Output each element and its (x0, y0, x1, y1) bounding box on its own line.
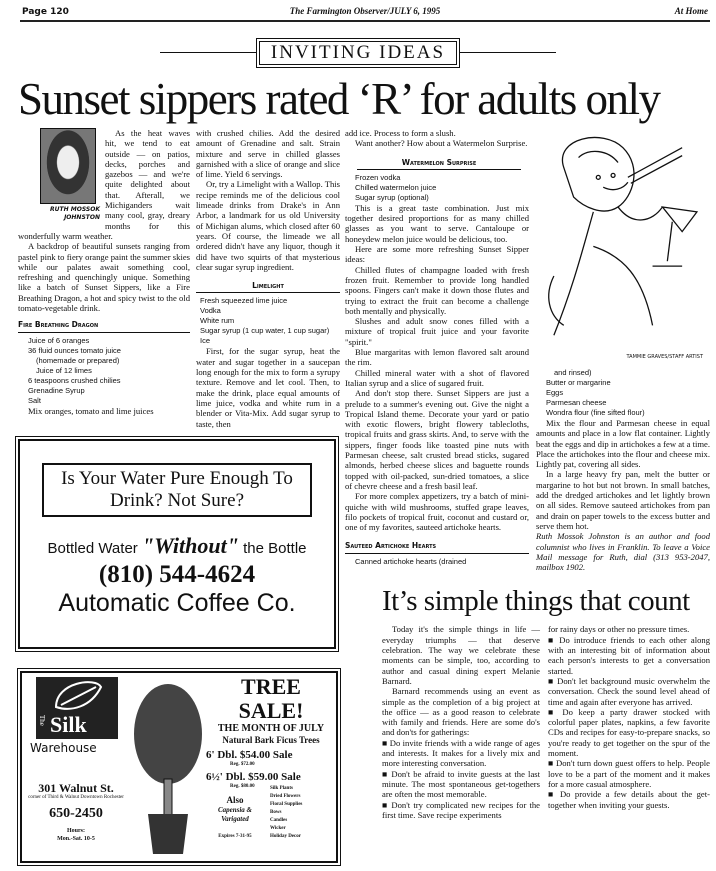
ficus-tree-image (128, 679, 208, 859)
logo-subtitle: Warehouse (30, 740, 97, 755)
ingredient: and rinsed) (554, 368, 592, 377)
page-header (22, 6, 708, 17)
ad-question: Is Your Water Pure Enough To Drink? Not Sure? (42, 463, 312, 517)
ad-company: Automatic Coffee Co. (58, 588, 296, 617)
size: 6' (206, 748, 215, 761)
byline: RUTH MOSSOK JOHNSTON (50, 206, 100, 221)
ingredient: Salt (28, 395, 41, 405)
author-photo-block (18, 128, 100, 222)
ingredient: Frozen vodka (355, 172, 401, 182)
list-item: ■ Do keep a party drawer stocked with colorful paper plates, napkins, a few favorite CDs and recipes for easy-to-prepare snacks, so you're ready to get together on the spur of the moment. (548, 706, 710, 759)
paragraph: For more complex appetizers, try a batch of mini-quiche with wild mushrooms, stuffed grape leaves, filo pockets of tropical fruit, coconut and custard or, one of my favorites, sauteed artichoke hearts. (345, 491, 529, 533)
columns-3-4 (345, 128, 710, 572)
price: Dbl. $59.00 Sale (225, 770, 301, 783)
author-photo (40, 128, 96, 204)
paragraph: This is a great taste combination. Just mix together desired proportions for as many chilled glasses as you want to serve. Cantaloupe or honeydew melon juice would be delicious, too. (345, 202, 529, 244)
recipe-title: Sauteed Artichoke Hearts (345, 541, 529, 553)
ingredient: Vodka (200, 306, 221, 316)
expiry: Expires 7-31-95 (218, 833, 252, 839)
leaf-icon (36, 677, 118, 717)
sale-title: TREE SALE! (238, 673, 304, 723)
ingredient: Grenadine Syrup (28, 385, 85, 395)
paragraph: Chilled mineral water with a shot of flavored Italian syrup and a slice of sugared fruit. (345, 367, 529, 388)
col4 (533, 368, 710, 572)
headline: Sunset sippers rated ‘R’ for adults only (18, 74, 660, 124)
paragraph: Here are some more refreshing Sunset Sipper ideas: (345, 244, 529, 265)
also-items: Capensia & Varigated (217, 805, 253, 823)
product-item: Floral Supplies (270, 801, 303, 807)
paragraph: Barnard recommends using an event as simple as the completion of a big project at the office — as a good reason to celebrate with family and friends. Here are some do's and don'ts for gatherings: (382, 686, 540, 738)
paragraph: add ice. Process to form a slush. (345, 128, 456, 138)
paragraph: A backdrop of beautiful sunsets ranging from pastel pink to fiery orange paint the summer skies while our palates await something cool, refreshing and quenchingly unique. Something like a batch of Sunset Sippers, like a Fire Breathing Dragon, a hot and spicy twist to the old tomato-vegetable drink. (18, 241, 190, 314)
ingredient: 6 teaspoons crushed chilies (28, 375, 121, 385)
paragraph: Want another? How about a Watermelon Surprise. (355, 138, 528, 149)
section-name: At Home (674, 6, 708, 16)
address-note: corner of Third & Walnut Downtown Rochester (28, 794, 124, 800)
list-item: ■ Do invite friends with a wide range of ages and interests. It makes for a lively mix and more interesting conversation. (382, 737, 540, 769)
ingredient-list (196, 296, 340, 346)
ad-text: the Bottle (243, 539, 307, 557)
sale-month: THE MONTH OF JULY (217, 722, 325, 734)
reg-price: Reg. $72.00 (230, 761, 255, 767)
silk-logo (36, 677, 118, 739)
sale-info (206, 675, 336, 790)
ingredient-list (345, 173, 529, 203)
page-number: Page 120 (22, 7, 69, 17)
ad-text: Bottled Water (47, 539, 138, 557)
paragraph: with crushed chilies. Add the desired amount of Grenadine and salt. Strain mixture and serve in chilled glasses garnished with a slice of orange and slice of lime. Yield 6 servings. (196, 128, 340, 180)
paragraph: First, for the sugar syrup, heat the water and sugar together in a saucepan long enough for the mix to form a syrupy texture. Remove and let cool. Then, to make the drink, place equal amounts of lime juice, vodka and white rum in a blender or Vita-Mix. Add sugar syrup to taste, then (196, 346, 340, 429)
ingredient-list (18, 336, 190, 406)
ingredient-list (536, 368, 710, 418)
author-tagline: Ruth Mossok Johnston is an author and food columnist who lives in Franklin. To leave a Voice Mail message for Ruth, dial (313 953-2047, mailbox 1902. (536, 531, 710, 573)
also-info (208, 795, 262, 840)
ingredient: Butter or margarine (546, 378, 611, 387)
paragraph: for rainy days or other no pressure times. (548, 624, 690, 635)
paragraph: And don't stop there. Sunset Sippers are just a prelude to a summer's evening out. Give the night a Tropical Island theme. Decorate your yard or patio with exotic flowers, bright flowery tablecloths, tropical fruits and grass skirts. And, to serve with the sippers, finger foods like toasted pine nuts with Parmesan cheese, salt crusted bread sticks, sugared almonds, herbed cheese slices and baguette rounds topped with oil-packed, sun-dried tomatoes, a slice of chevre cheese and a fresh basil leaf. (345, 388, 529, 491)
ingredient: (homemade or prepared) (36, 355, 120, 365)
price: Dbl. $54.00 Sale (217, 748, 293, 761)
illustration (533, 128, 705, 360)
woman-drinking-illustration (533, 128, 705, 350)
list-item: ■ Don't try complicated new recipes for the first time. Save recipe experiments (382, 799, 540, 820)
ingredient: 36 fluid ounces tomato juice (28, 345, 121, 355)
hours-label: Hours: (67, 827, 85, 834)
list-item: ■ Don't let background music overwhelm the conversation. Check the sound level ahead of time and again after everyone has arrived. (548, 675, 710, 707)
ingredient: Ice (200, 336, 211, 346)
list-item: ■ Don't turn down guest offers to help. People love to be a part of the moment and it makes for a more casual atmosphere. (548, 758, 710, 789)
col3 (345, 128, 529, 567)
product-item: Bows (270, 809, 282, 815)
article2-headline: It’s simple things that count (382, 585, 690, 618)
phone: 650-2450 (49, 805, 103, 821)
hours: Mon.-Sat. 10-5 (57, 835, 95, 842)
ingredient: Juice of 6 oranges (28, 335, 90, 345)
logo-the: The (38, 714, 46, 726)
ingredient: Wondra flour (fine sifted flour) (546, 408, 645, 417)
article2-col2 (548, 624, 710, 809)
store-info (26, 781, 126, 843)
masthead: The Farmington Observer/JULY 6, 1995 (289, 6, 441, 16)
kicker (256, 38, 460, 68)
illustration-and-col4 (533, 128, 710, 572)
logo-text: Silk (50, 711, 87, 737)
product-item: Wicker (270, 825, 286, 831)
left-block (18, 128, 340, 863)
reg-price: Reg. $80.00 (230, 783, 255, 789)
sale-product: Natural Bark Ficus Trees (222, 734, 320, 745)
list-item: ■ Do introduce friends to each other along with an interesting bit of information about each person's interests to get a conversation started. (548, 634, 710, 676)
address: 301 Walnut St. (38, 780, 114, 795)
ingredient: Sugar syrup (1 cup water, 1 cup sugar) (200, 326, 330, 336)
ingredient: White rum (200, 316, 235, 326)
paragraph: Today it's the simple things in life — everyday triumphs — that deserve celebration. The way we celebrate these moments can be simple, too, according to author and casual dining expert Melanie Barnard. (382, 624, 540, 686)
paragraph: Mix oranges, tomato and lime juices (28, 405, 154, 416)
product-item: Silk Plants (270, 785, 293, 791)
product-item: Dried Flowers (270, 793, 301, 799)
ingredient: Sugar syrup (optional) (355, 192, 429, 202)
paragraph: Chilled flutes of champagne loaded with fresh frozen fruit. Remember to provide long handled spoons. Fingers can't make it down those flutes and trying to extract the fruit can become a challenge both mentally and physically. (345, 264, 529, 316)
ad-phone: (810) 544-4624 (98, 560, 256, 588)
recipe-title: Watermelon Surprise (357, 158, 521, 170)
product-item: Holiday Decor (270, 833, 301, 839)
paragraph: Or, try a Limelight with a Wallop. This recipe reminds me of the delicious cool limeade drinks from Drake's in Ann Arbor, a landmark for us old University of Michigan alums, which closed after 60 years. Of course, the limeade we all ordered didn't have any liquor, though it did have two squirts of that mysterious clear sugar syrup ingredient. (196, 179, 340, 272)
right-block (345, 128, 710, 820)
ingredient: Chilled watermelon juice (355, 182, 437, 192)
ingredient: Fresh squeezed lime juice (200, 296, 288, 306)
paragraph: As the heat waves hit, we tend to eat outside — on patios, decks, porches and gazebos — and we're quite delighted about that. Afterall, we Michiganders wait many cool, gray, dreary months for this wonderfully warm weather. (18, 128, 190, 241)
paragraph: Blue margaritas with lemon flavored salt around the rim. (345, 347, 529, 368)
ingredient: Eggs (546, 388, 564, 397)
header-rule (20, 20, 710, 22)
also-label: Also (226, 794, 244, 805)
ingredient: Parmesan cheese (546, 398, 607, 407)
product-item: Candles (270, 817, 288, 823)
article2-body (382, 624, 710, 820)
article2-col1 (382, 624, 540, 820)
illustration-credit: TAMMIE GRAVES/STAFF ARTIST (626, 354, 703, 360)
ad-tagline (20, 533, 334, 559)
paragraph: Mix the flour and Parmesan cheese in equal amounts and place in a low flat container. Lightly beat the eggs and dip in artichokes a few at a time. Place the artichokes into the flour and cheese mix. Lightly pat, covering all sides. (536, 418, 710, 470)
ingredient: Juice of 12 limes (36, 365, 92, 375)
ingredient: Canned artichoke hearts (drained (355, 556, 467, 566)
list-item: ■ Don't be afraid to invite guests at the last minute. The most spontaneous get-togethers are often the most memorable. (382, 768, 540, 800)
silk-warehouse-ad (20, 671, 338, 863)
paragraph: Slushes and adult snow cones filled with a mixture of tropical fruit juice and your favorite "spirit." (345, 316, 529, 347)
size: 6½' (206, 770, 223, 783)
recipe-title: Limelight (196, 281, 340, 293)
ad-emphasis: "Without" (141, 532, 239, 558)
water-ad (18, 439, 336, 649)
product-list (270, 785, 336, 841)
kicker-text: INVITING IDEAS (270, 42, 446, 63)
col2 (196, 128, 340, 429)
columns-1-2 (18, 128, 340, 429)
recipe-title: Fire Breathing Dragon (18, 320, 190, 332)
col1 (18, 128, 190, 416)
list-item: ■ Do provide a few details about the get-together when inviting your guests. (548, 789, 710, 810)
paragraph: In a large heavy fry pan, melt the butter or margarine to hot but not brown. In small batches, add the dredged artichokes and let lightly brown on all sides. Remove sauteed artichokes from pan and drain on paper towels to the excess butter and serve them hot. (536, 469, 710, 531)
